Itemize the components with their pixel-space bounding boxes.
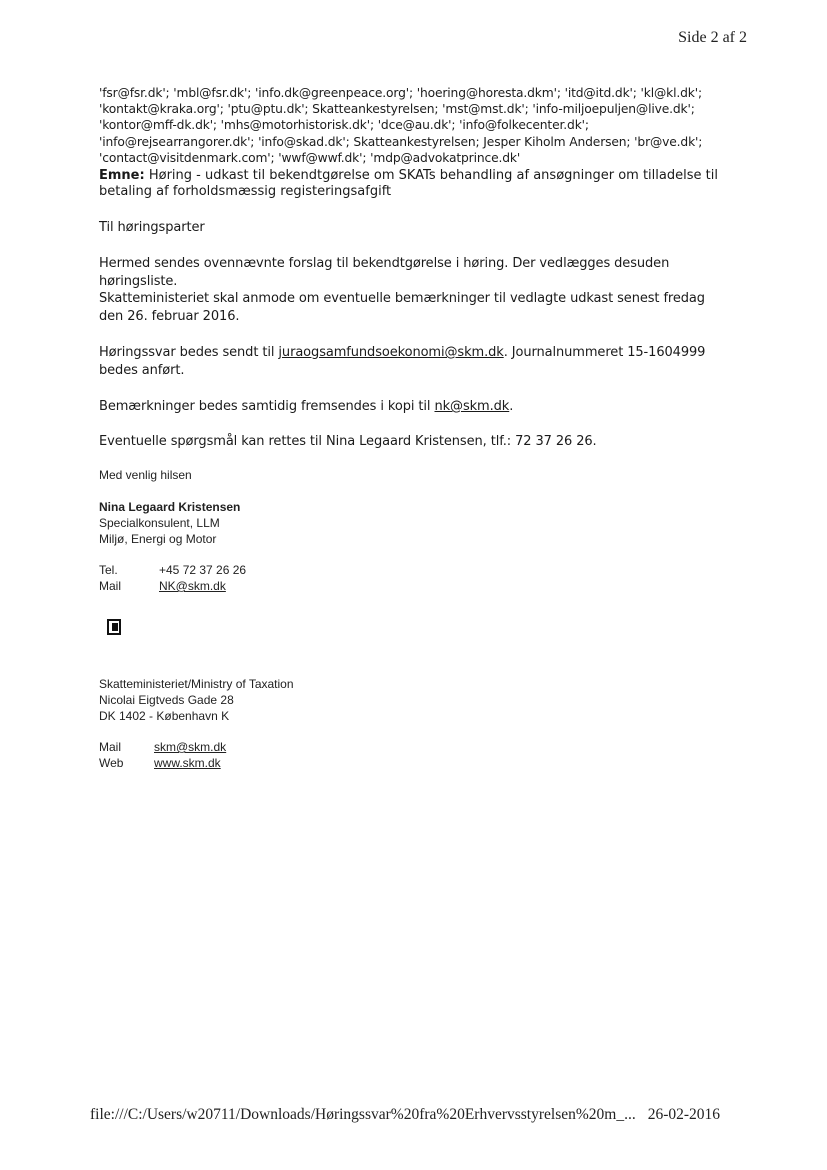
tel-value: +45 72 37 26 26 bbox=[159, 563, 247, 577]
org-web-label: Web bbox=[99, 756, 124, 770]
recipients-list bbox=[99, 85, 749, 166]
org-city: DK 1402 - København K bbox=[99, 709, 230, 723]
copy-email-link[interactable]: nk@skm.dk bbox=[434, 399, 510, 414]
response-email-link[interactable]: juraogsamfundsoekonomi@skm.dk bbox=[278, 345, 504, 360]
footer-file-path: file:///C:/Users/w20711/Downloads/Høringssvar%20fra%20Erhvervsstyrelsen%20m_... bbox=[90, 1106, 636, 1123]
paragraph-intro: Hermed sendes ovennævnte forslag til bekendtgørelse i høring. Der vedlægges desuden høringsliste. bbox=[99, 256, 670, 289]
response-text-end: . Journalnummeret 15-1604999 bedes anført. bbox=[99, 345, 706, 378]
broken-image-icon bbox=[107, 619, 121, 635]
recipients-line: 'contact@visitdenmark.com'; 'wwf@wwf.dk'; 'mdp@advokatprince.dk' bbox=[99, 150, 521, 165]
copy-text: Bemærkninger bedes samtidig fremsendes i kopi til bbox=[99, 399, 435, 414]
subject-text: Høring - udkast til bekendtgørelse om SKATs behandling af ansøgninger om tilladelse til betaling af forholdsmæssig registeringsafgift bbox=[99, 168, 718, 199]
signer-mail-link[interactable]: NK@skm.dk bbox=[159, 579, 226, 593]
paragraph-questions: Eventuelle spørgsmål kan rettes til Nina Legaard Kristensen, tlf.: 72 37 26 26. bbox=[99, 434, 597, 449]
signer-name: Nina Legaard Kristensen bbox=[99, 500, 241, 514]
page-number: Side 2 af 2 bbox=[678, 29, 747, 46]
signer-department: Miljø, Energi og Motor bbox=[99, 532, 217, 546]
org-web-link[interactable]: www.skm.dk bbox=[154, 756, 221, 770]
subject-label: Emne: bbox=[99, 168, 145, 183]
recipients-line: 'info@rejsearrangorer.dk'; 'info@skad.dk'; Skatteankestyrelsen; Jesper Kiholm Andersen; 'br@ve.dk'; bbox=[99, 134, 703, 149]
paragraph-deadline: Skatteministeriet skal anmode om eventuelle bemærkninger til vedlagte udkast senest fredag den 26. februar 2016. bbox=[99, 291, 705, 324]
tel-label: Tel. bbox=[99, 563, 118, 577]
recipients-line: 'kontakt@kraka.org'; 'ptu@ptu.dk'; Skatteankestyrelsen; 'mst@mst.dk'; 'info-miljoepuljen@live.dk'; bbox=[99, 102, 695, 117]
email-subject bbox=[99, 168, 749, 200]
print-footer bbox=[90, 1106, 720, 1124]
organization-address bbox=[99, 676, 749, 724]
closing: Med venlig hilsen bbox=[99, 468, 192, 482]
copy-text-end: . bbox=[509, 399, 514, 414]
paragraph-response bbox=[99, 344, 719, 379]
signer-contact bbox=[99, 562, 749, 594]
mail-label: Mail bbox=[99, 579, 122, 593]
org-name: Skatteministeriet/Ministry of Taxation bbox=[99, 677, 294, 691]
footer-date: 26-02-2016 bbox=[647, 1106, 721, 1123]
signature-block bbox=[99, 499, 749, 547]
organization-contact bbox=[99, 739, 749, 771]
recipients-line: 'kontor@mff-dk.dk'; 'mhs@motorhistorisk.dk'; 'dce@au.dk'; 'info@folkecenter.dk'; bbox=[99, 118, 589, 133]
recipients-line: 'fsr@fsr.dk'; 'mbl@fsr.dk'; 'info.dk@greenpeace.org'; 'hoering@horesta.dkm'; 'itd@itd.dk'; 'kl@kl.dk'; bbox=[99, 86, 702, 100]
signer-title: Specialkonsulent, LLM bbox=[99, 516, 220, 530]
response-text: Høringssvar bedes sendt til bbox=[99, 345, 279, 360]
org-street: Nicolai Eigtveds Gade 28 bbox=[99, 693, 234, 707]
org-mail-label: Mail bbox=[99, 740, 122, 754]
org-mail-link[interactable]: skm@skm.dk bbox=[154, 740, 227, 754]
paragraph-copy bbox=[99, 398, 749, 416]
greeting: Til høringsparter bbox=[99, 220, 205, 235]
